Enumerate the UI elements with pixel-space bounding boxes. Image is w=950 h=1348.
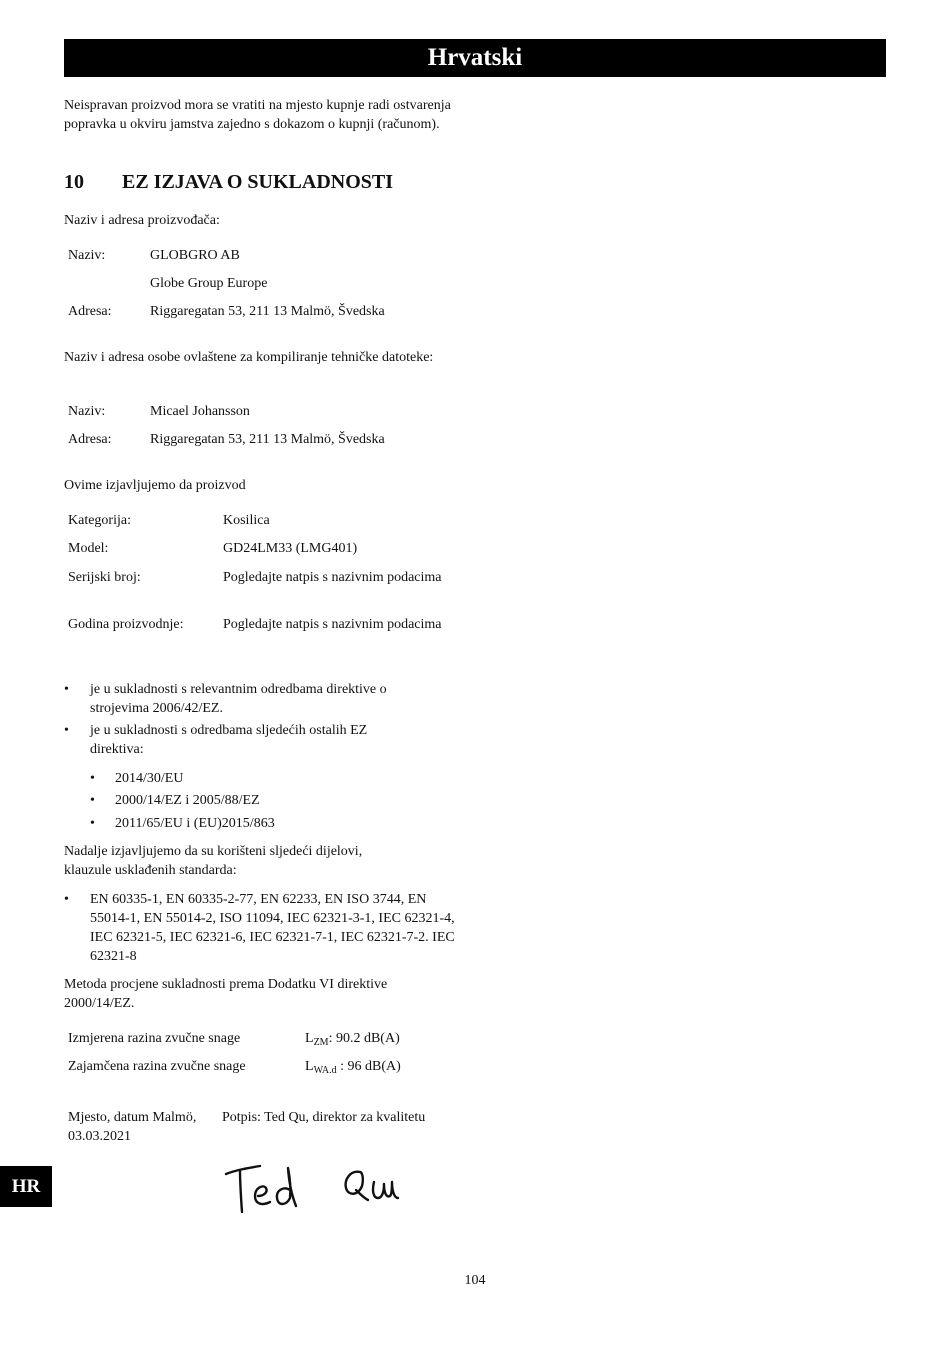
manufacturer-heading: Naziv i adresa proizvođača: [64,213,220,228]
manufacturer-address-label: Adresa: [68,304,112,319]
manufacturer-name-row [68,246,458,265]
model-value: GD24LM33 (LMG401) [223,541,358,556]
warranty-text: Neispravan proizvod mora se vratiti na mjesto kupnje radi ostvarenja popravka u okviru jamstva zajedno s dokazom o kupnji (računom). [64,98,451,132]
manufacturer-name-label: Naziv: [68,248,106,263]
year-value: Pogledajte natpis s nazivnim podacima [223,617,442,632]
category-value: Kosilica [223,513,270,528]
guaranteed-sound-row [68,1057,458,1076]
serial-row [68,568,458,606]
category-row [68,511,458,530]
assessment-text: Metoda procjene sukladnosti prema Dodatku VI direktive 2000/14/EZ. [64,977,388,1011]
standards-heading: Nadalje izjavljujemo da su korišteni sljedeći dijelovi, klauzule usklađenih standarda: [64,844,363,878]
technical-name-label: Naziv: [68,404,106,419]
manufacturer-address-row [68,302,458,321]
place-date: Mjesto, datum Malmö, 03.03.2021 [68,1110,197,1144]
technical-address-row [68,430,458,449]
technical-address-label: Adresa: [68,432,112,447]
measured-sound-label: Izmjerena razina zvučne snage [68,1031,241,1046]
directive-label: 2014/30/EU [115,771,184,786]
model-label: Model: [68,541,109,556]
category-label: Kategorija: [68,513,131,528]
handwritten-signature [222,1158,412,1226]
section-heading [64,170,393,194]
manufacturer-address: Riggaregatan 53, 211 13 Malmö, Švedska [150,304,385,319]
other-directives-text: je u sukladnosti s odredbama sljedećih ostalih EZ direktiva: [90,723,368,757]
technical-name-row [68,402,458,421]
model-row [68,539,458,558]
serial-value: Pogledajte natpis s nazivnim podacima [223,570,442,585]
technical-address: Riggaregatan 53, 211 13 Malmö, Švedska [150,432,385,447]
technical-file-heading: Naziv i adresa osobe ovlaštene za kompiliranje tehničke datoteke: [64,350,434,365]
section-title: EZ IZJAVA O SUKLADNOSTI [122,171,394,193]
declaration-heading: Ovime izjavljujemo da proizvod [64,478,246,493]
list-item: • je u sukladnosti s relevantnim odredbama direktive o strojevima 2006/42/EZ. [64,680,459,718]
year-row [68,615,458,653]
serial-label: Serijski broj: [68,570,141,585]
measured-sound-row [68,1029,458,1048]
list-item: • EN 60335-1, EN 60335-2-77, EN 62233, EN ISO 3744, EN 55014-1, EN 55014-2, ISO 11094, IEC 62321-3-1, IEC 62321-4, IEC 62321-5, IEC 62321-6, IEC 62321-7-1, IEC 62321-7-2. IEC 62321-8 [64,892,455,964]
measured-sound-value: $L_{ZM}$: 90.2 dB(A) [305,1031,400,1048]
manufacturer-name-2: Globe Group Europe [150,276,268,291]
language-tab: HR [0,1166,52,1207]
section-number: 10 [64,171,84,193]
directive-label: 2011/65/EU i (EU)2015/863 [115,816,275,831]
signature-image [222,1158,412,1220]
machinery-directive-text: je u sukladnosti s relevantnim odredbama direktive o strojevima 2006/42/EZ. [90,682,387,716]
technical-name: Micael Johansson [150,404,250,419]
guaranteed-sound-value: $L_{WA.d}$ : 96 dB(A) [305,1059,401,1076]
page-header: Hrvatski [64,39,886,77]
signatory: Potpis: Ted Qu, direktor za kvalitetu [222,1110,426,1125]
guaranteed-sound-label: Zajamčena razina zvučne snage [68,1059,246,1074]
standards-list: EN 60335-1, EN 60335-2-77, EN 62233, EN ISO 3744, EN 55014-1, EN 55014-2, ISO 11094, IEC 62321-3-1, IEC 62321-4, IEC 62321-5, IEC 62321-6, IEC 62321-7-1, IEC 62321-7-2. IEC 62321-8 [90,892,455,964]
list-item: • je u sukladnosti s odredbama sljedećih ostalih EZ direktiva: [64,721,459,759]
manufacturer-name-row-2 [68,274,458,293]
manufacturer-name: GLOBGRO AB [150,248,240,263]
year-label: Godina proizvodnje: [68,617,184,632]
directive-label: 2000/14/EZ i 2005/88/EZ [115,793,260,808]
page-number: 104 [464,1273,486,1288]
